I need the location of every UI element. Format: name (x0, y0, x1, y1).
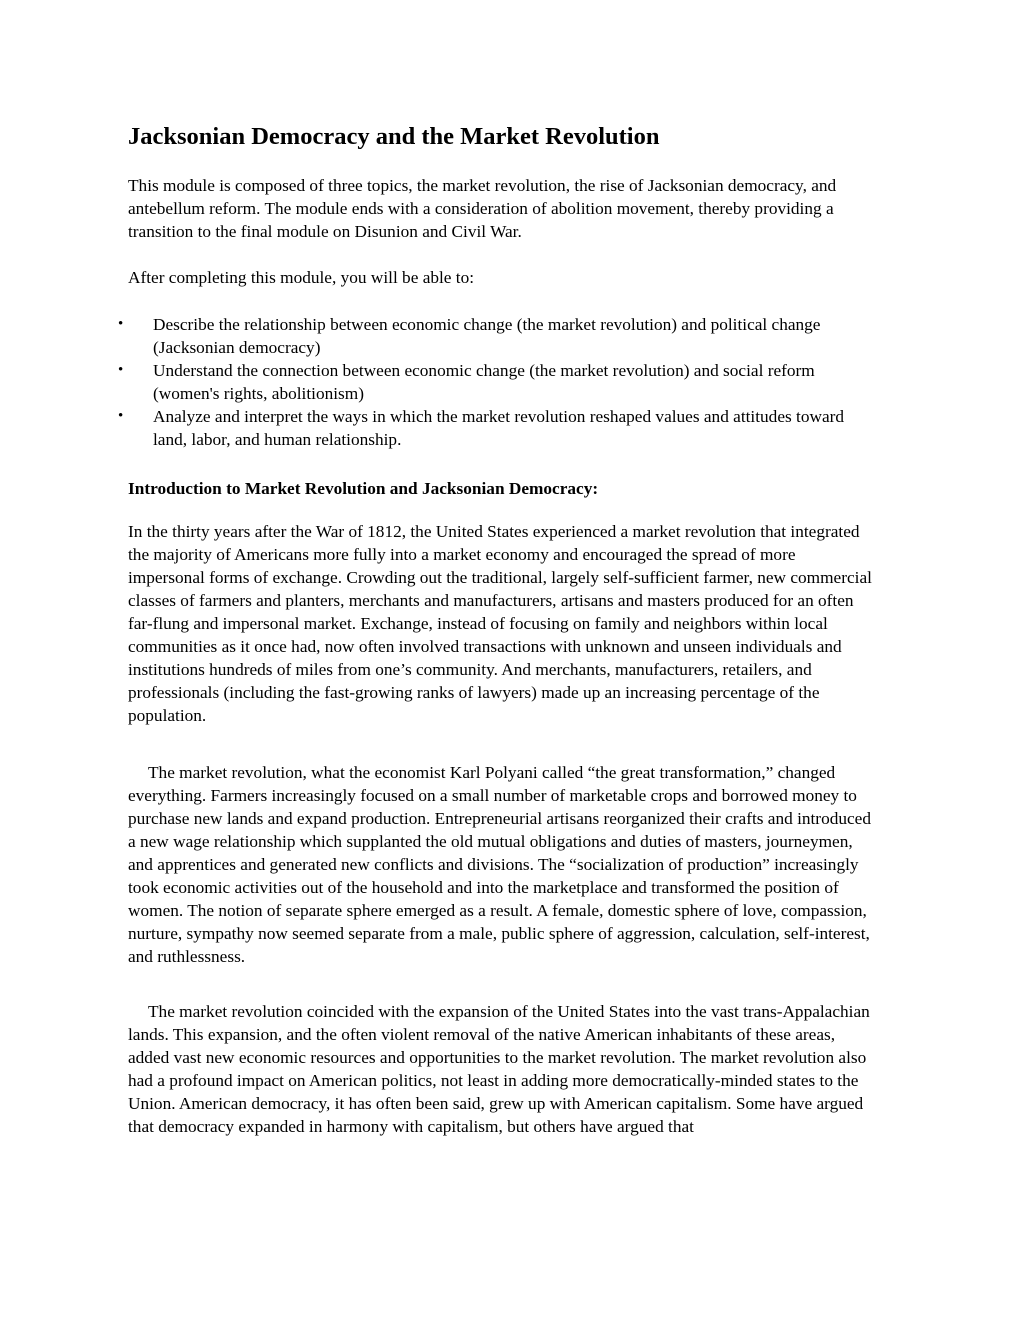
objective-text: Describe the relationship between economic change (the market revolution) and political change (Jacksonian democracy) (153, 315, 821, 357)
objective-item (118, 405, 868, 451)
bullet-icon: • (118, 408, 124, 424)
objective-text: Understand the connection between economic change (the market revolution) and social reform (women's rights, abolitionism) (153, 361, 815, 403)
objectives-lead: After completing this module, you will be able to: (128, 268, 475, 287)
objective-item (118, 359, 868, 405)
intro-paragraph: This module is composed of three topics, the market revolution, the rise of Jacksonian democracy, and antebellum reform. The module ends with a consideration of abolition movement, thereby providing a transition to the final module on Disunion and Civil War. (128, 176, 837, 241)
body-paragraph: The market revolution coincided with the expansion of the United States into the vast trans-Appalachian lands. This expansion, and the often violent removal of the native American inhabitants of these areas, added vast new economic resources and opportunities to the market revolution. The market revolution also had a profound impact on American politics, not least in adding more democratically-minded states to the Union. American democracy, it has often been said, grew up with American capitalism. Some have argued that democracy expanded in harmony with capitalism, but others have argued that (128, 1002, 870, 1136)
bullet-icon: • (118, 362, 124, 378)
objective-item (118, 313, 868, 359)
section-heading: Introduction to Market Revolution and Jacksonian Democracy: (128, 479, 599, 498)
bullet-icon: • (118, 316, 124, 332)
objective-text: Analyze and interpret the ways in which the market revolution reshaped values and attitudes toward land, labor, and human relationship. (153, 407, 845, 449)
document-title: Jacksonian Democracy and the Market Revolution (128, 123, 660, 150)
objectives-list (118, 313, 868, 451)
body-paragraph: The market revolution, what the economist Karl Polyani called “the great transformation,” changed everything. Farmers increasingly focused on a small number of marketable crops and borrowed money to purchase new lands and expand production. Entrepreneurial artisans reorganized their crafts and introduced a new wage relationship which supplanted the old mutual obligations and duties of masters, journeymen, and apprentices and generated new conflicts and divisions. The “socialization of production” increasingly took economic activities out of the household and into the marketplace and transformed the position of women. The notion of separate sphere emerged as a result. A female, domestic sphere of love, compassion, nurture, sympathy now seemed separate from a male, public sphere of aggression, calculation, self-interest, and ruthlessness. (128, 763, 871, 966)
body-paragraph: In the thirty years after the War of 1812, the United States experienced a market revolution that integrated the majority of Americans more fully into a market economy and encouraged the spread of more impersonal forms of exchange. Crowding out the traditional, largely self-sufficient farmer, new commercial classes of farmers and planters, merchants and manufacturers, artisans and masters produced for an often far-flung and impersonal market. Exchange, instead of focusing on family and neighbors within local communities as it once had, now often involved transactions with unknown and unseen individuals and institutions hundreds of miles from one’s community. And merchants, manufacturers, retailers, and professionals (including the fast-growing ranks of lawyers) made up an increasing percentage of the population. (128, 522, 872, 725)
